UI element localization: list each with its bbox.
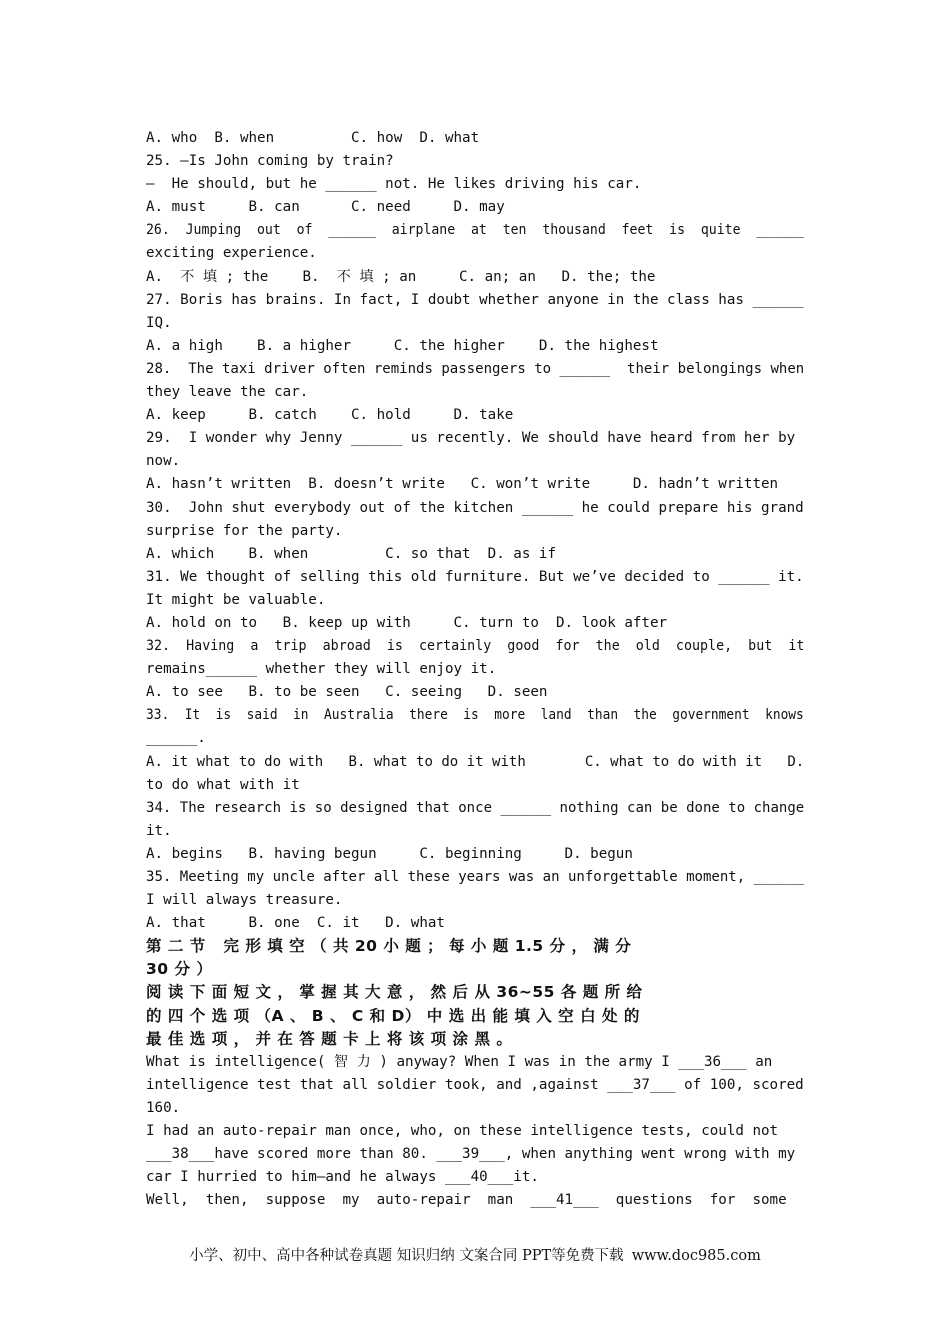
question-31-options: A. hold on to B. keep up with C. turn to D. look after [146, 614, 668, 631]
question-34-stem-cont: it. [146, 822, 172, 839]
section-heading: 第 二 节 完 形 填 空 （ 共 20 小 题 ； 每 小 题 1.5 分 ， 满 分 [146, 937, 632, 956]
question-28-stem: 28. The taxi driver often reminds passengers to ______ their belongings when [146, 360, 805, 377]
footer-text: 小学、初中、高中各种试卷真题 知识归纳 文案合同 PPT等免费下载 [189, 1248, 624, 1264]
document-body [146, 127, 804, 1212]
question-29-stem-cont: now. [146, 453, 181, 470]
question-33-stem: 33. It is said in Australia there is more land than the government knows [146, 707, 804, 724]
section-heading-cont: 30 分 ） [146, 960, 213, 979]
section-instructions-cont: 的 四 个 选 项 （A 、 B 、 C 和 D） 中 选 出 能 填 入 空 白 处 的 [146, 1006, 640, 1025]
question-25-reply: — He should, but he ______ not. He likes driving his car. [146, 176, 642, 193]
question-32-options: A. to see B. to be seen C. seeing D. seen [146, 684, 548, 701]
question-34-stem: 34. The research is so designed that once ______ nothing can be done to change [146, 799, 805, 816]
question-31-stem-cont: It might be valuable. [146, 591, 326, 608]
section-instructions: 阅 读 下 面 短 文 ， 掌 握 其 大 意 ， 然 后 从 36~55 各 题 所 给 [146, 983, 643, 1002]
question-24-options: A. who B. when C. how D. what [146, 130, 480, 146]
question-31-stem: 31. We thought of selling this old furniture. But we’ve decided to ______ it. [146, 568, 804, 585]
question-26-stem-cont: exciting experience. [146, 245, 317, 262]
question-28-options: A. keep B. catch C. hold D. take [146, 407, 514, 424]
question-26-options: A. 不 填 ; the B. 不 填 ; an C. an; an D. the; the [146, 268, 656, 285]
question-30-stem-cont: surprise for the party. [146, 522, 343, 539]
passage-line: What is intelligence( 智 力 ) anyway? When I was in the army I ___36___ an [146, 1053, 773, 1070]
question-34-options: A. begins B. having begun C. beginning D. begun [146, 845, 633, 862]
passage-line: ___38___have scored more than 80. ___39___, when anything went wrong with my [146, 1146, 796, 1163]
question-30-stem: 30. John shut everybody out of the kitchen ______ he could prepare his grand [146, 499, 804, 516]
question-25-options: A. must B. can C. need D. may [146, 199, 505, 216]
question-29-stem: 29. I wonder why Jenny ______ us recently. We should have heard from her by [146, 430, 796, 447]
question-35-options: A. that B. one C. it D. what [146, 915, 445, 932]
question-33-stem-cont: ______. [146, 730, 206, 747]
section-instructions-end: 最 佳 选 项 ， 并 在 答 题 卡 上 将 该 项 涂 黑 。 [146, 1029, 513, 1048]
question-25-stem: 25. —Is John coming by train? [146, 153, 394, 170]
question-27-stem-cont: IQ. [146, 314, 172, 331]
passage-line: I had an auto-repair man once, who, on these intelligence tests, could not [146, 1123, 779, 1140]
question-29-options: A. hasn’t written B. doesn’t write C. won’t write D. hadn’t written [146, 476, 779, 493]
question-30-options: A. which B. when C. so that D. as if [146, 545, 556, 562]
question-33-options: A. it what to do with B. what to do it with C. what to do with it D. [146, 753, 805, 770]
question-32-stem: 32. Having a trip abroad is certainly good for the old couple, but it [146, 638, 805, 655]
question-26-stem: 26. Jumping out of ______ airplane at ten thousand feet is quite ______ [146, 222, 804, 239]
question-27-options: A. a high B. a higher C. the higher D. the highest [146, 337, 659, 354]
page-footer [0, 1244, 950, 1265]
passage-line: 160. [146, 1099, 181, 1116]
passage-line: car I hurried to him—and he always ___40___it. [146, 1169, 539, 1186]
passage-line: intelligence test that all soldier took, and ,against ___37___ of 100, scored [146, 1076, 804, 1093]
footer-url[interactable]: www.doc985.com [631, 1248, 761, 1264]
question-35-stem-cont: I will always treasure. [146, 892, 343, 909]
question-27-stem: 27. Boris has brains. In fact, I doubt whether anyone in the class has ______ [146, 291, 804, 308]
question-28-stem-cont: they leave the car. [146, 384, 309, 401]
question-35-stem: 35. Meeting my uncle after all these years was an unforgettable moment, ______ [146, 869, 805, 885]
question-32-stem-cont: remains______ whether they will enjoy it. [146, 661, 497, 678]
passage-line: Well, then, suppose my auto-repair man ___41___ questions for some [146, 1192, 787, 1209]
question-33-options-cont: to do what with it [146, 776, 300, 793]
